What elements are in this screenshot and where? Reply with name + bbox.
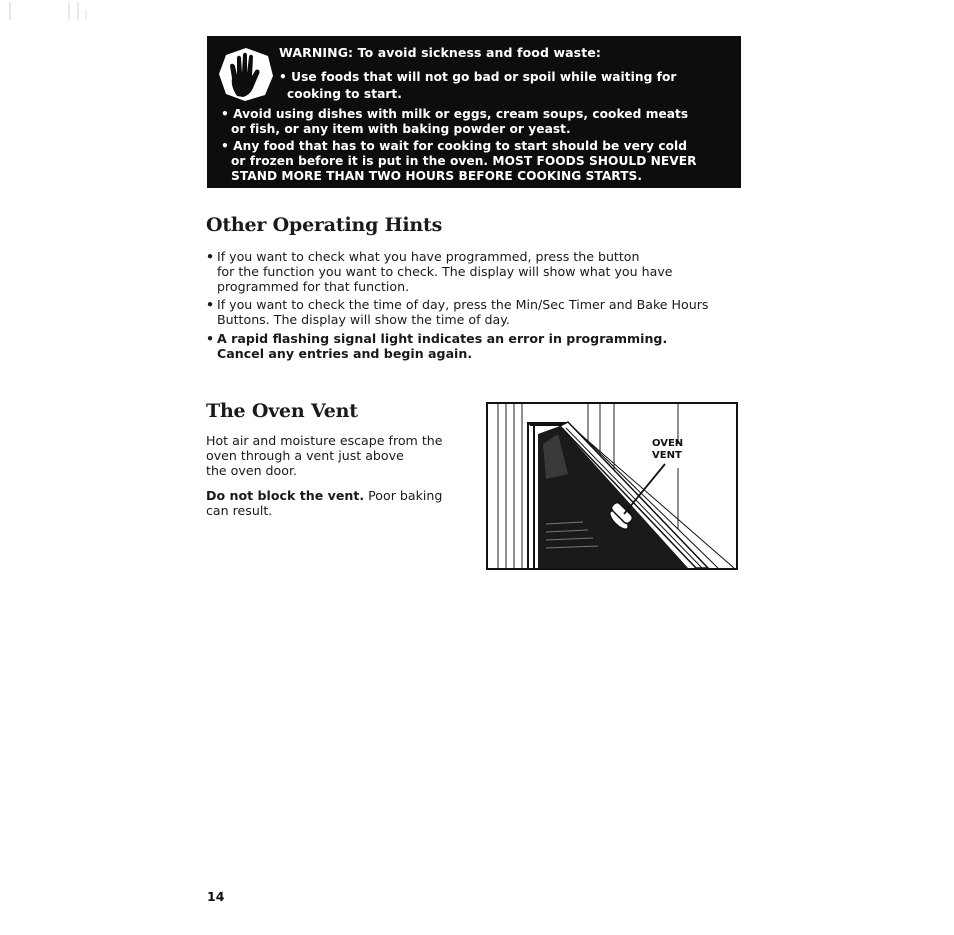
vent-warning-line-1 xyxy=(206,488,442,504)
bullet-dot: • xyxy=(206,297,215,312)
warning-line-5: • Any food that has to wait for cooking to start should be very cold xyxy=(221,139,688,153)
warning-line-7: STAND MORE THAN TWO HOURS BEFORE COOKING STARTS. xyxy=(231,169,643,183)
hints-heading: Other Operating Hints xyxy=(206,214,443,236)
oven-vent-callout: OVEN VENT xyxy=(652,438,684,461)
hint-1-line-1: If you want to check what you have programmed, press the button xyxy=(217,249,640,264)
vent-paragraph-line-1: Hot air and moisture escape from the xyxy=(206,433,443,448)
page-number: 14 xyxy=(207,889,225,904)
hint-3-line-1: A rapid flashing signal light indicates an error in programming. xyxy=(217,331,668,346)
vent-warning-bold: Do not block the vent. xyxy=(206,488,365,503)
hint-1-line-3: programmed for that function. xyxy=(217,279,410,294)
bullet-dot: • xyxy=(206,249,215,264)
vent-paragraph-line-3: the oven door. xyxy=(206,463,297,478)
vent-heading: The Oven Vent xyxy=(206,400,358,422)
vent-paragraph-line-2: oven through a vent just above xyxy=(206,448,404,463)
warning-hand-icon xyxy=(217,46,275,102)
hint-2-line-1: If you want to check the time of day, press the Min/Sec Timer and Bake Hours xyxy=(217,297,709,312)
warning-line-4: or fish, or any item with baking powder or yeast. xyxy=(231,122,571,136)
warning-line-2: cooking to start. xyxy=(287,87,402,101)
warning-line-6: or frozen before it is put in the oven. MOST FOODS SHOULD NEVER xyxy=(231,154,697,168)
warning-line-1: • Use foods that will not go bad or spoil while waiting for xyxy=(279,70,677,84)
warning-box xyxy=(207,36,741,188)
oven-vent-drawing xyxy=(488,404,736,568)
hint-2-line-2: Buttons. The display will show the time of day. xyxy=(217,312,510,327)
warning-line-3: • Avoid using dishes with milk or eggs, cream soups, cooked meats xyxy=(221,107,689,121)
hint-3-line-2: Cancel any entries and begin again. xyxy=(217,346,473,361)
oven-vent-illustration xyxy=(486,402,738,570)
scan-marks xyxy=(0,0,90,22)
hint-1-line-2: for the function you want to check. The display will show what you have xyxy=(217,264,673,279)
vent-warning-rest: Poor baking xyxy=(364,488,443,503)
bullet-dot: • xyxy=(206,331,215,346)
warning-title: WARNING: To avoid sickness and food waste: xyxy=(279,45,601,60)
vent-warning-line-2: can result. xyxy=(206,503,273,518)
